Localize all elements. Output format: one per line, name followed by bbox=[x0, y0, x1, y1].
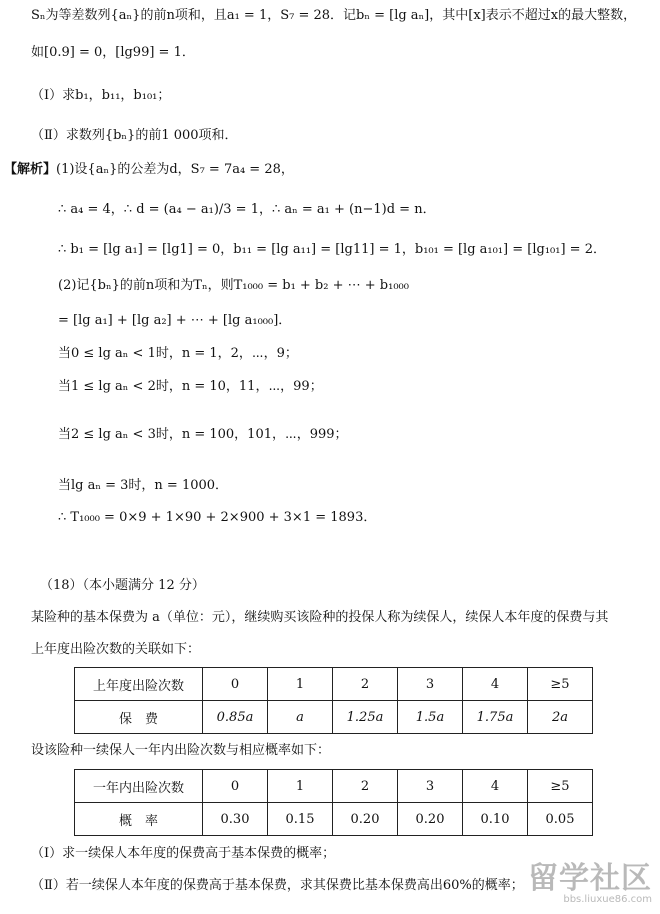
solution-line8: 当2 ≤ lg aₙ < 3时，n = 100，101，⋯，999； bbox=[58, 427, 348, 442]
table-cell: 0.30 bbox=[203, 803, 268, 836]
problem17-question1: （Ⅰ）求b₁，b₁₁，b₁₀₁； bbox=[31, 88, 171, 103]
solution-block bbox=[4, 160, 294, 180]
problem18-header: （18）（本小题满分 12 分） bbox=[40, 578, 205, 593]
problem18-paragraph3: 设该险种一续保人一年内出险次数与相应概率如下： bbox=[31, 743, 331, 758]
solution-line1: (1)设{aₙ}的公差为d，S₇ = 7a₄ = 28， bbox=[56, 162, 294, 177]
table-cell: 0.15 bbox=[268, 803, 333, 836]
table-cell: 0.20 bbox=[398, 803, 463, 836]
table-row bbox=[75, 770, 593, 803]
watermark-logo bbox=[528, 861, 652, 906]
table-cell: 4 bbox=[463, 770, 528, 803]
table-cell: a bbox=[268, 701, 333, 734]
problem18-question1: （Ⅰ）求一续保人本年度的保费高于基本保费的概率； bbox=[31, 846, 336, 861]
solution-line2: ∴ a₄ = 4，∴ d = (a₄ − a₁)/3 = 1，∴ aₙ = a₁ + (n−1)d = n． bbox=[58, 202, 436, 217]
problem18-paragraph1: 某险种的基本保费为 a（单位：元），继续购买该险种的投保人称为续保人，续保人本年度的保费与其 bbox=[31, 610, 609, 625]
solution-line10: ∴ T₁₀₀₀ = 0×9 + 1×90 + 2×900 + 3×1 = 1893． bbox=[58, 510, 377, 525]
table-cell: 3 bbox=[398, 668, 463, 701]
probability-table bbox=[74, 769, 593, 836]
table-cell: 一年内出险次数 bbox=[75, 770, 203, 803]
problem17-line2: 如[0.9] = 0，[lg99] = 1． bbox=[31, 45, 195, 60]
table-cell: 上年度出险次数 bbox=[75, 668, 203, 701]
solution-tag: 【解析】 bbox=[4, 162, 57, 177]
table-cell: ≥5 bbox=[528, 668, 593, 701]
problem18-question2: （Ⅱ）若一续保人本年度的保费高于基本保费，求其保费比基本保费高出60%的概率； bbox=[31, 878, 524, 893]
table-cell: 0.05 bbox=[528, 803, 593, 836]
solution-line6: 当0 ≤ lg aₙ < 1时，n = 1，2，⋯，9； bbox=[58, 346, 298, 361]
table-row bbox=[75, 803, 593, 836]
solution-line5: = [lg a₁] + [lg a₂] + ⋯ + [lg a₁₀₀₀]． bbox=[58, 313, 292, 328]
table-cell: 1.25a bbox=[333, 701, 398, 734]
table-cell: 1 bbox=[268, 668, 333, 701]
solution-line9: 当lg aₙ = 3时，n = 1000． bbox=[58, 478, 229, 493]
table-cell: ≥5 bbox=[528, 770, 593, 803]
problem17-line1: Sₙ为等差数列{aₙ}的前n项和，且a₁ = 1，S₇ = 28．记bₙ = [lg aₙ]，其中[x]表示不超过x的最大整数， bbox=[31, 8, 637, 23]
premium-table bbox=[74, 667, 593, 734]
watermark-url: bbs.liuxue86.com bbox=[563, 894, 652, 905]
table-row bbox=[75, 668, 593, 701]
table-cell: 2 bbox=[333, 770, 398, 803]
table-cell: 0 bbox=[203, 668, 268, 701]
table-cell: 2 bbox=[333, 668, 398, 701]
problem17-question2: （Ⅱ）求数列{bₙ}的前1 000项和． bbox=[31, 128, 238, 143]
solution-line3: ∴ b₁ = [lg a₁] = [lg1] = 0，b₁₁ = [lg a₁₁] = [lg11] = 1，b₁₀₁ = [lg a₁₀₁] = [lg₁₀₁] = 2． bbox=[58, 242, 606, 257]
table-cell: 1.5a bbox=[398, 701, 463, 734]
table-row bbox=[75, 701, 593, 734]
table-cell: 4 bbox=[463, 668, 528, 701]
table-cell: 0.85a bbox=[203, 701, 268, 734]
table-cell: 1.75a bbox=[463, 701, 528, 734]
table-cell: 0 bbox=[203, 770, 268, 803]
table-cell: 3 bbox=[398, 770, 463, 803]
solution-line7: 当1 ≤ lg aₙ < 2时，n = 10，11，⋯，99； bbox=[58, 379, 323, 394]
table-cell: 0.20 bbox=[333, 803, 398, 836]
table-cell: 保 费 bbox=[75, 701, 203, 734]
table-cell: 概 率 bbox=[75, 803, 203, 836]
solution-line4: (2)记{bₙ}的前n项和为Tₙ，则T₁₀₀₀ = b₁ + b₂ + ⋯ + b₁₀₀₀ bbox=[58, 278, 409, 293]
table-cell: 1 bbox=[268, 770, 333, 803]
table-cell: 2a bbox=[528, 701, 593, 734]
table-cell: 0.10 bbox=[463, 803, 528, 836]
problem18-paragraph2: 上年度出险次数的关联如下： bbox=[31, 642, 201, 657]
watermark-text: 留学社区 bbox=[528, 861, 652, 896]
